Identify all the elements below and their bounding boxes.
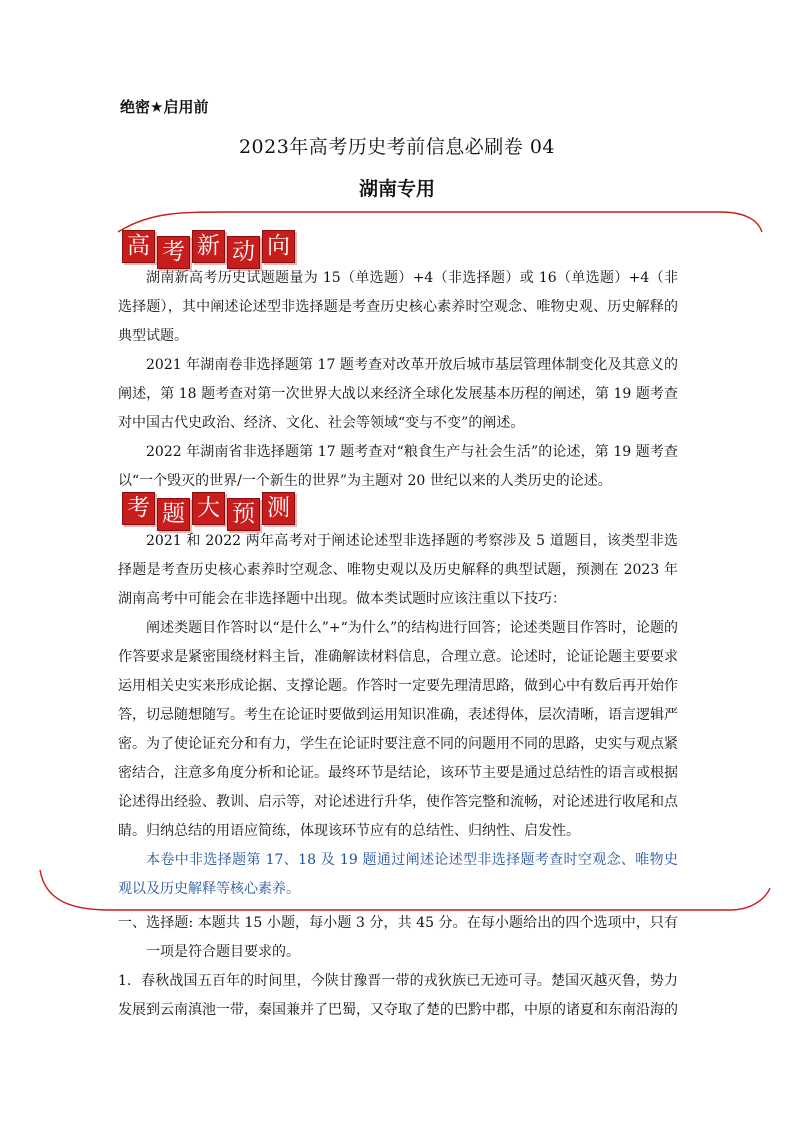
banner-char: 题: [157, 498, 190, 531]
exam-title: 2023年高考历史考前信息必刷卷 04: [238, 136, 556, 158]
questions-section: [118, 909, 678, 1025]
banner-char: 新: [192, 230, 225, 263]
banner-char: 动: [227, 236, 260, 269]
paragraph: 湖南新高考历史试题题量为 15（单选题）+4（非选择题）或 16（单选题）+4（非选择题），其中阐述论述型非选择题是考查历史核心素养时空观念、唯物史观、历史解释的典型试题。: [118, 270, 678, 344]
banner-question-prediction: [122, 492, 295, 531]
accent-paragraph: 本卷中非选择题第 17、18 及 19 题通过阐述论述型非选择题考查时空观念、唯物史观以及历史解释等核心素养。: [118, 852, 678, 897]
banner-char: 高: [122, 230, 155, 263]
paragraph: 阐述类题目作答时以“是什么”+“为什么”的结构进行回答；论述类题目作答时，论题的作答要求是紧密围绕材料主旨，准确解读材料信息，合理立意。论述时，论证论题主要要求运用相关史实来形成论据、支撑论题。作答时一定要先理清思路，做到心中有数后再开始作答，切忌随想随写。考生在论证时要做到运用知识准确，表述得体，层次清晰，语言逻辑严密。为了使论证充分和有力，学生在论证时要注意不同的问题用不同的思路，史实与观点紧密结合，注意多角度分析和论证。最终环节是结论，该环节主要是通过总结性的语言或根据论述得出经验、教训、启示等，对论述进行升华，使作答完整和流畅，对论述进行收尾和点睛。归纳总结的用语应简练，体现该环节应有的总结性、归纳性、启发性。: [118, 620, 678, 839]
section-question-prediction: [118, 527, 678, 904]
section-exam-trends: [118, 264, 678, 496]
section-instructions: 一、选择题: 本题共 15 小题，每小题 3 分，共 45 分。在每小题给出的四个选项中，只有一项是符合题目要求的。: [118, 915, 678, 960]
banner-char: 向: [262, 230, 295, 263]
banner-char: 考: [157, 236, 190, 269]
top-secret-label: 绝密★启用前: [120, 98, 209, 116]
banner-char: 测: [262, 492, 295, 525]
question-1: 1．春秋战国五百年的时间里，今陕甘豫晋一带的戎狄族已无迹可寻。楚国灭越灭鲁，势力发展到云南滇池一带，秦国兼并了巴蜀，又夺取了楚的巴黔中郡，中原的诸夏和东南沿海的: [118, 973, 678, 1018]
paragraph: 2022 年湖南省非选择题第 17 题考查对“粮食生产与社会生活”的论述，第 19 题考查以“一个毁灭的世界/一个新生的世界”为主题对 20 世纪以来的人类历史的论述。: [118, 444, 678, 489]
exam-subtitle: 湖南专用: [358, 178, 435, 200]
paragraph: 2021 年湖南卷非选择题第 17 题考查对改革开放后城市基层管理体制变化及其意义的阐述，第 18 题考查对第一次世界大战以来经济全球化发展基本历程的阐述，第 19 题考查对中国古代史政治、经济、文化、社会等领域“变与不变”的阐述。: [118, 357, 678, 431]
banner-char: 考: [122, 492, 155, 525]
banner-char: 预: [227, 498, 260, 531]
paragraph: 2021 和 2022 两年高考对于阐述论述型非选择题的考察涉及 5 道题目，该类型非选择题是考查历史核心素养时空观念、唯物史观以及历史解释的典型试题，预测在 2023 年湖南高考中可能会在非选择题中出现。做本类试题时应该注重以下技巧：: [118, 533, 678, 607]
banner-char: 大: [192, 492, 225, 525]
